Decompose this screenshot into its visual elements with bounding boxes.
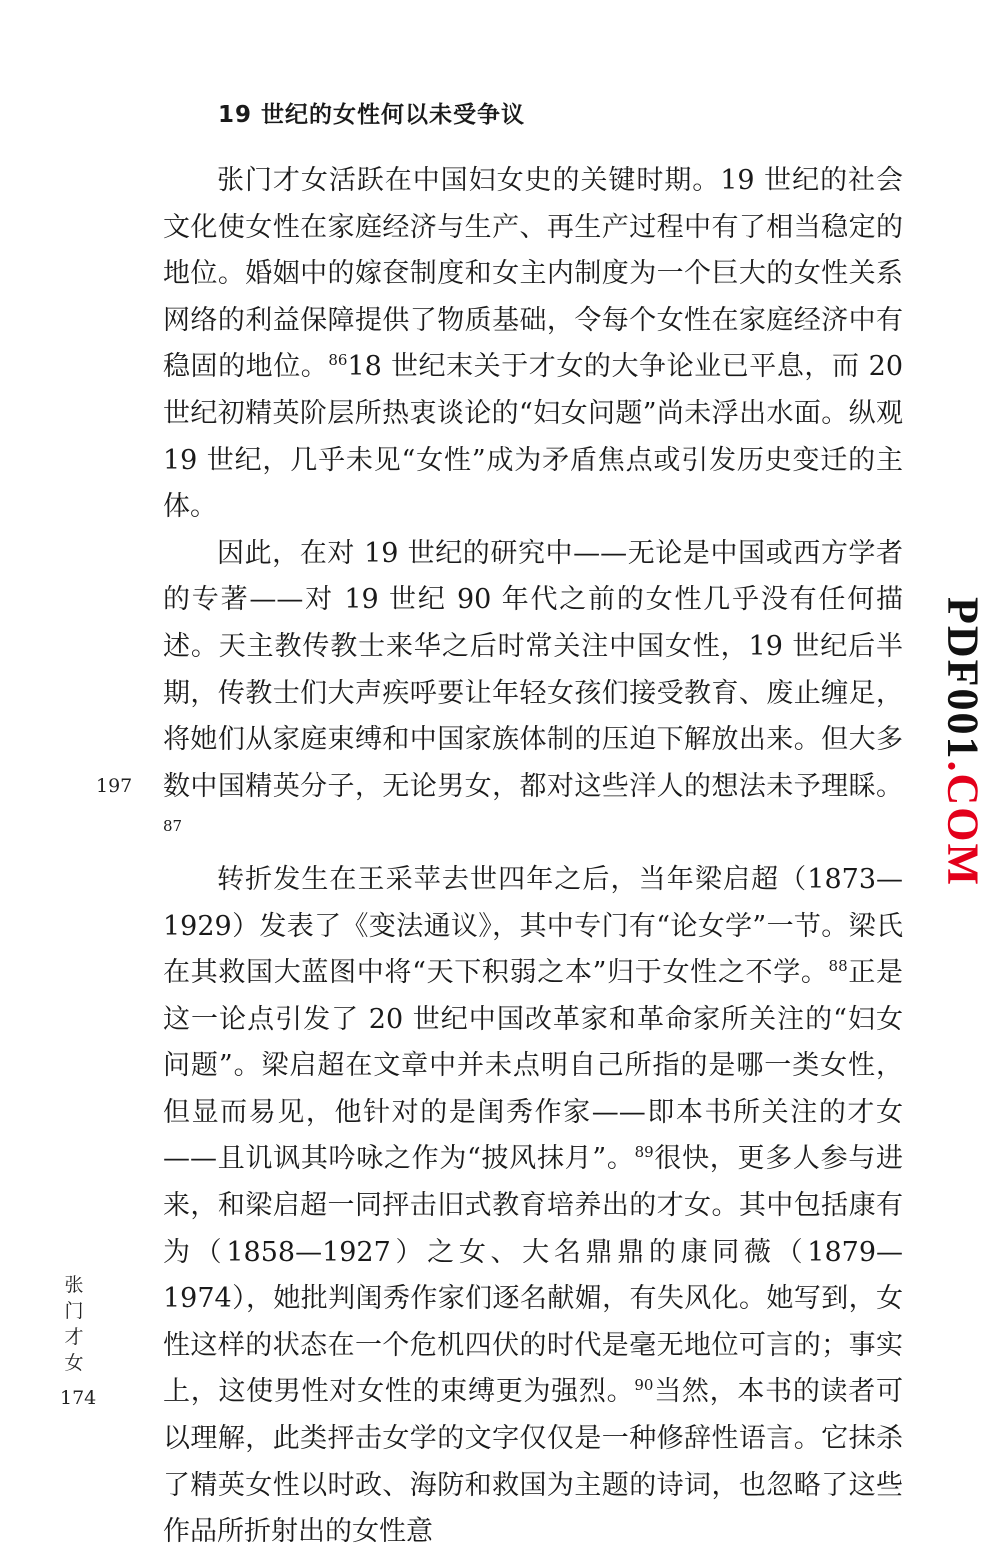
original-page-number: 197 [96,775,133,797]
footnote-ref[interactable]: 89 [634,1143,654,1162]
watermark [938,597,989,887]
running-title-char: 女 [64,1352,84,1374]
paragraph-text: 因此，在对 19 世纪的研究中——无论是中国或西方学者的专著——对 19 世纪 90 年代之前的女性几乎没有任何描述。天主教传教士来华之后时常关注中国女性，19 世纪后半期，传教士们大声疾呼要让年轻女孩们接受教育、废止缠足，将她们从家庭束缚和中国家族体制的压迫下解放出来。但大多数中国精英分子，无论男女，都对这些洋人的想法未予理睬。 [163,537,903,802]
paragraph-text: 张门才女活跃在中国妇女史的关键时期。19 世纪的社会文化使女性在家庭经济与生产、再生产过程中有了相当稳定的地位。婚姻中的嫁奁制度和女主内制度为一个巨大的女性关系网络的利益保障提供了物质基础，令每个女性在家庭经济中有稳固的地位。 [163,165,903,383]
footnote-ref[interactable]: 88 [828,957,848,976]
footnote-ref[interactable]: 87 [163,817,183,836]
paragraph-text: 转折发生在王采苹去世四年之后，当年梁启超（1873—1929）发表了《变法通议》，其中专门有“论女学”一节。梁氏在其救国大蓝图中将“天下积弱之本”归于女性之不学。 [163,863,903,989]
paragraph-text: 很快，更多人参与进来，和梁启超一同抨击旧式教育培养出的才女。其中包括康有为（1858—1927）之女、大名鼎鼎的康同薇（1879—1974），她批判闺秀作家们逐名献媚，有失风化。她写到，女性这样的状态在一个危机四伏的时代是毫无地位可言的；事实上，这使男性对女性的束缚更为强烈。 [163,1143,904,1408]
running-title-char: 才 [64,1326,84,1348]
footnote-ref[interactable]: 90 [634,1376,654,1395]
paragraph-text: 18 世纪末关于才女的大争论业已平息，而 20 世纪初精英阶层所热衷谈论的“妇女问题”尚未浮出水面。纵观 19 世纪，几乎未见“女性”成为矛盾焦点或引发历史变迁的主体。 [163,351,903,523]
paragraph-text: 正是这一论点引发了 20 世纪中国改革家和革命家所关注的“妇女问题”。梁启超在文章中并未点明自己所指的是哪一类女性，但显而易见，他针对的是闺秀作家——即本书所关注的才女——且讥讽其吟咏之作为“披风抹月”。 [163,957,903,1175]
watermark-text: PDF001 [938,596,988,761]
paragraph [163,531,903,857]
paragraph [163,158,903,531]
body-text [163,158,903,1556]
section-title: 19 世纪的女性何以未受争议 [218,102,526,128]
footnote-ref[interactable]: 86 [328,351,348,370]
paragraph [163,857,903,1556]
running-title-char: 门 [64,1300,84,1322]
page-number: 174 [60,1387,97,1409]
running-title-char: 张 [64,1274,84,1296]
running-title [62,1272,86,1376]
paragraph-text: 当然，本书的读者可以理解，此类抨击女学的文字仅仅是一种修辞性语言。它抹杀了精英女性以时政、海防和救国为主题的诗词，也忽略了这些作品所折射出的女性意 [163,1376,904,1548]
watermark-domain: .COM [938,760,988,888]
